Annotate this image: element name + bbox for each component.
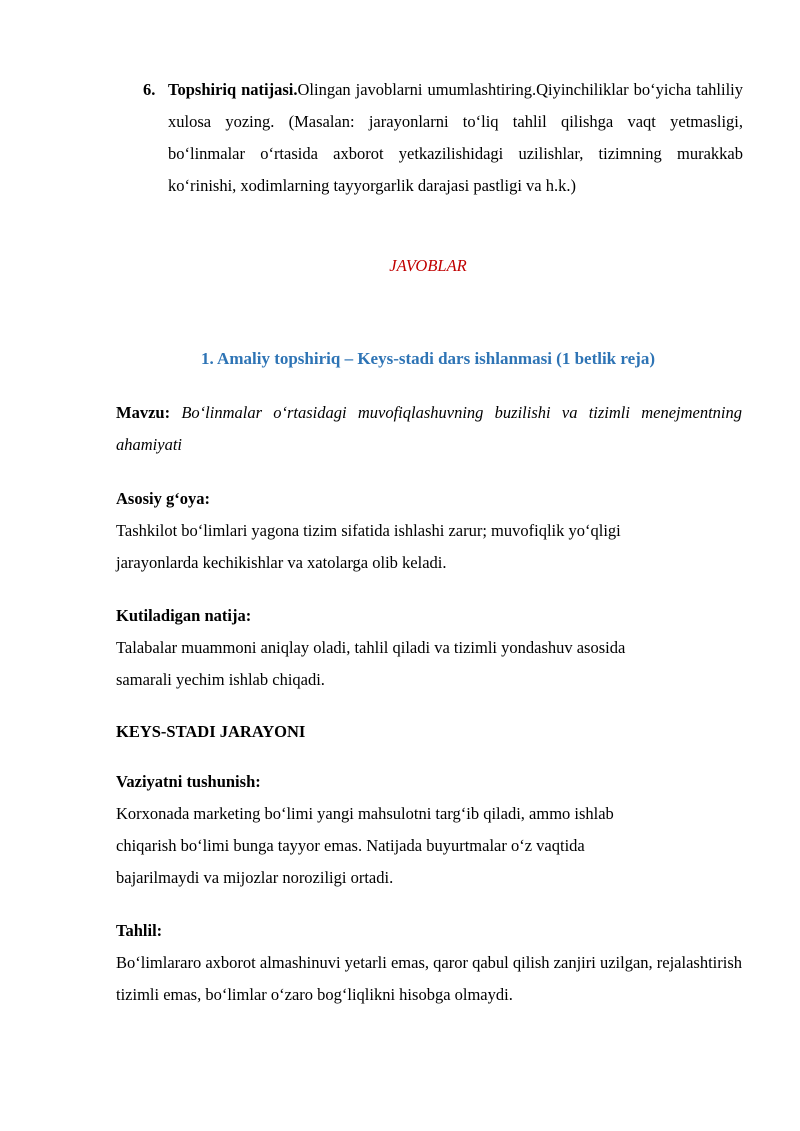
vaziyat-line-2: chiqarish bo‘limi bunga tayyor emas. Natijada buyurtmalar o‘z vaqtida: [116, 836, 585, 855]
asosiy-goya-line-2: jarayonlarda kechikishlar va xatolarga olib keladi.: [116, 553, 447, 572]
list-number: 6.: [143, 80, 156, 99]
vaziyat-block: [116, 766, 742, 894]
kutiladigan-natija-block: [116, 600, 742, 696]
tahlil-label: Tahlil:: [116, 921, 163, 940]
task-6-item: [143, 74, 743, 202]
tahlil-block: [116, 915, 742, 1011]
vaziyat-line-1: Korxonada marketing bo‘limi yangi mahsulotni targ‘ib qiladi, ammo ishlab: [116, 804, 614, 823]
kutiladigan-natija-line-2: samarali yechim ishlab chiqadi.: [116, 670, 325, 689]
kutiladigan-natija-line-1: Talabalar muammoni aniqlay oladi, tahlil qiladi va tizimli yondashuv asosida: [116, 638, 626, 657]
keys-stadi-heading: KEYS-STADI JARAYONI: [116, 722, 306, 741]
mavzu-text: Bo‘linmalar o‘rtasidagi muvofiqlashuvning buzilishi va tizimli menejmentning ahamiyati: [116, 403, 743, 454]
tahlil-text: Bo‘limlararo axborot almashinuvi yetarli emas, qaror qabul qilish zanjiri uzilgan, rejalashtirish tizimli emas, bo‘limlar o‘zaro bog‘liqlikni hisobga olmaydi.: [116, 953, 742, 1004]
vaziyat-label: Vaziyatni tushunish:: [116, 772, 261, 791]
answers-title: JAVOBLAR: [389, 256, 467, 275]
asosiy-goya-label: Asosiy g‘oya:: [116, 489, 210, 508]
section-heading: 1. Amaliy topshiriq – Keys-stadi dars ishlanmasi (1 betlik reja): [201, 349, 655, 368]
task-6-lead: Topshiriq natijasi.: [168, 80, 298, 99]
mavzu-label: Mavzu:: [116, 403, 171, 422]
kutiladigan-natija-label: Kutiladigan natija:: [116, 606, 252, 625]
asosiy-goya-block: [116, 483, 742, 579]
mavzu-block: [116, 397, 742, 461]
asosiy-goya-line-1: Tashkilot bo‘limlari yagona tizim sifatida ishlashi zarur; muvofiqlik yo‘qligi: [116, 521, 621, 540]
task-6-body: [168, 74, 743, 202]
task-6-text: Olingan javoblarni umumlashtiring.Qiyinchiliklar bo‘yicha tahliliy xulosa yozing. (Masalan: jarayonlarni to‘liq tahlil qilishga vaqt yetmasligi, bo‘linmalar o‘rtasida axborot yetkazilishidagi uzilishlar, tizimning murakkab ko‘rinishi, xodimlarning tayyorgarlik darajasi pastligi va h.k.): [168, 80, 743, 195]
vaziyat-line-3: bajarilmaydi va mijozlar noroziligi ortadi.: [116, 868, 394, 887]
